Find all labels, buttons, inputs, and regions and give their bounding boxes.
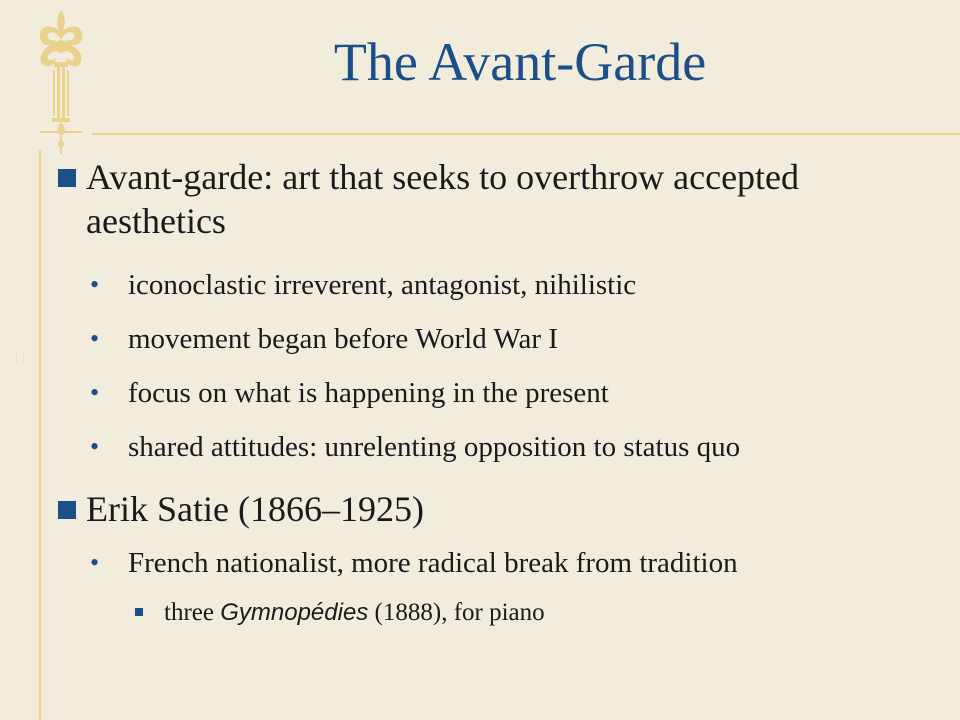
square-bullet-icon — [58, 501, 76, 519]
left-divider-line — [39, 150, 41, 720]
sub-bullet — [90, 321, 948, 357]
square-bullet-icon — [58, 169, 76, 187]
sub-bullet — [90, 375, 948, 411]
slide-title: The Avant-Garde — [333, 32, 707, 92]
bullet-text: Avant-garde: art that seeks to overthrow accepted aesthetics — [86, 157, 800, 241]
bullet-text: Erik Satie (1866–1925) — [86, 489, 424, 529]
round-bullet-icon: • — [90, 378, 100, 407]
header-divider-line — [92, 133, 960, 135]
sub-sub-bullet-text-after: (1888), for piano — [368, 599, 545, 626]
sub-bullet-text: French nationalist, more radical break from tradition — [128, 547, 738, 579]
decorative-tick-marks — [14, 352, 28, 366]
sub-bullet-text: shared attitudes: unrelenting opposition to status quo — [128, 431, 741, 463]
round-bullet-icon: • — [90, 270, 100, 299]
sub-sub-bullet-text-before: three — [164, 599, 221, 626]
sub-bullet — [90, 429, 948, 465]
sub-bullet-text: iconoclastic irreverent, antagonist, nihilistic — [128, 269, 637, 301]
bullet-avant-garde — [86, 155, 936, 243]
round-bullet-icon: • — [90, 324, 100, 353]
round-bullet-icon: • — [90, 548, 100, 577]
round-bullet-icon: • — [90, 432, 100, 461]
gymnopedies-title: Gymnopédies — [220, 599, 369, 626]
bullet-erik-satie — [86, 487, 936, 531]
sub-bullet — [90, 545, 948, 581]
sub-bullet-text: movement began before World War I — [128, 323, 558, 355]
sub-bullet — [90, 267, 948, 303]
sub-sub-bullet — [164, 597, 884, 629]
small-square-bullet-icon — [135, 608, 143, 616]
sub-bullet-text: focus on what is happening in the present — [128, 377, 609, 409]
